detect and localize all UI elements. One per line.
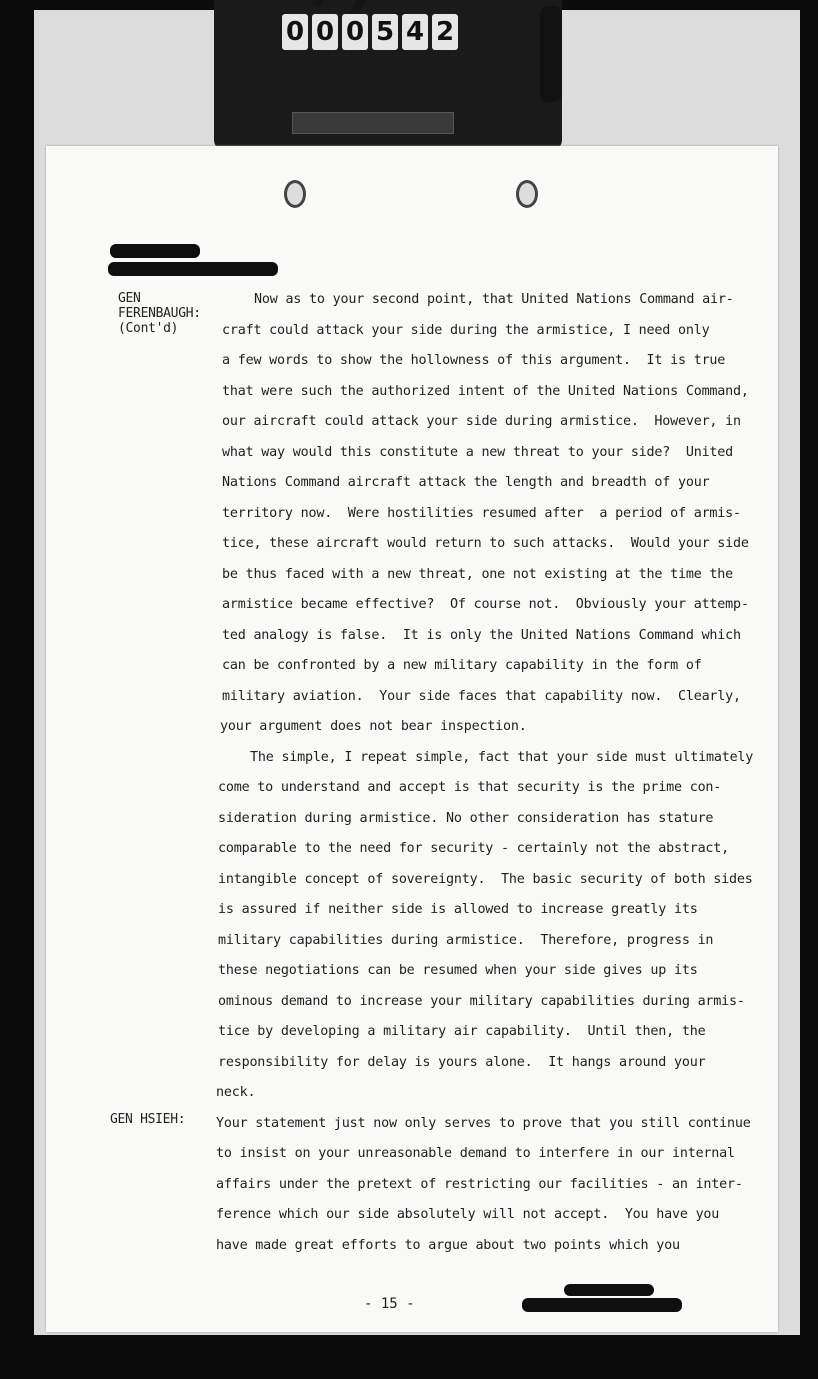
text-line: armistice became effective? Of course not. Obviously your attemp- — [222, 597, 749, 612]
text-line: intangible concept of sovereignty. The basic security of both sides — [218, 872, 753, 887]
text-line: to insist on your unreasonable demand to interfere in our internal — [216, 1146, 735, 1161]
punch-hole — [284, 180, 306, 208]
text-line: Now as to your second point, that United Nations Command air- — [254, 292, 734, 307]
text-line: ference which our side absolutely will not accept. You have you — [216, 1207, 720, 1222]
page-number: - 15 - — [364, 1296, 415, 1312]
redaction-bar — [564, 1284, 654, 1296]
document-page — [46, 146, 778, 1332]
punch-hole — [516, 180, 538, 208]
counter-digit: 0 — [342, 14, 368, 50]
text-line: affairs under the pretext of restricting our facilities - an inter- — [216, 1177, 743, 1192]
text-line: Nations Command aircraft attack the length and breadth of your — [222, 475, 710, 490]
speaker-label: GEN FERENBAUGH: (Cont'd) — [118, 291, 201, 336]
text-line: military capabilities during armistice. Therefore, progress in — [218, 933, 714, 948]
text-line: ted analogy is false. It is only the United Nations Command which — [222, 628, 741, 643]
redaction-bar — [110, 244, 200, 258]
text-line: neck. — [216, 1085, 256, 1100]
counter-digit: 5 — [372, 14, 398, 50]
text-line: have made great efforts to argue about two points which you — [216, 1238, 680, 1253]
text-line: responsibility for delay is yours alone. It hangs around your — [218, 1055, 706, 1070]
text-line: military aviation. Your side faces that capability now. Clearly, — [222, 689, 741, 704]
counter-digit: 0 — [312, 14, 338, 50]
frame-counter — [214, 0, 562, 150]
redaction-bar — [522, 1298, 682, 1312]
text-line: be thus faced with a new threat, one not existing at the time the — [222, 567, 734, 582]
text-line: what way would this constitute a new threat to your side? United — [222, 445, 734, 460]
counter-plate — [292, 112, 454, 134]
text-line: our aircraft could attack your side during armistice. However, in — [222, 414, 741, 429]
text-line: sideration during armistice. No other consideration has stature — [218, 811, 714, 826]
text-line: craft could attack your side during the armistice, I need only — [222, 323, 710, 338]
text-line: come to understand and accept is that security is the prime con- — [218, 780, 722, 795]
counter-window — [282, 14, 458, 50]
text-line: The simple, I repeat simple, fact that your side must ultimately — [250, 750, 754, 765]
counter-knob — [540, 6, 562, 102]
text-line: territory now. Were hostilities resumed after a period of armis- — [222, 506, 741, 521]
text-line: is assured if neither side is allowed to increase greatly its — [218, 902, 698, 917]
counter-digit: 4 — [402, 14, 428, 50]
text-line: your argument does not bear inspection. — [220, 719, 527, 734]
redaction-bar — [108, 262, 278, 276]
text-line: these negotiations can be resumed when your side gives up its — [218, 963, 698, 978]
counter-digit: 0 — [282, 14, 308, 50]
text-line: tice by developing a military air capability. Until then, the — [218, 1024, 706, 1039]
text-line: tice, these aircraft would return to such attacks. Would your side — [222, 536, 749, 551]
speaker-label: GEN HSIEH: — [110, 1112, 186, 1127]
counter-digit: 2 — [432, 14, 458, 50]
text-line: can be confronted by a new military capability in the form of — [222, 658, 702, 673]
text-line: ominous demand to increase your military capabilities during armis- — [218, 994, 745, 1009]
text-line: comparable to the need for security - certainly not the abstract, — [218, 841, 730, 856]
text-line: that were such the authorized intent of the United Nations Command, — [222, 384, 749, 399]
text-line: Your statement just now only serves to prove that you still continue — [216, 1116, 751, 1131]
text-line: a few words to show the hollowness of this argument. It is true — [222, 353, 726, 368]
